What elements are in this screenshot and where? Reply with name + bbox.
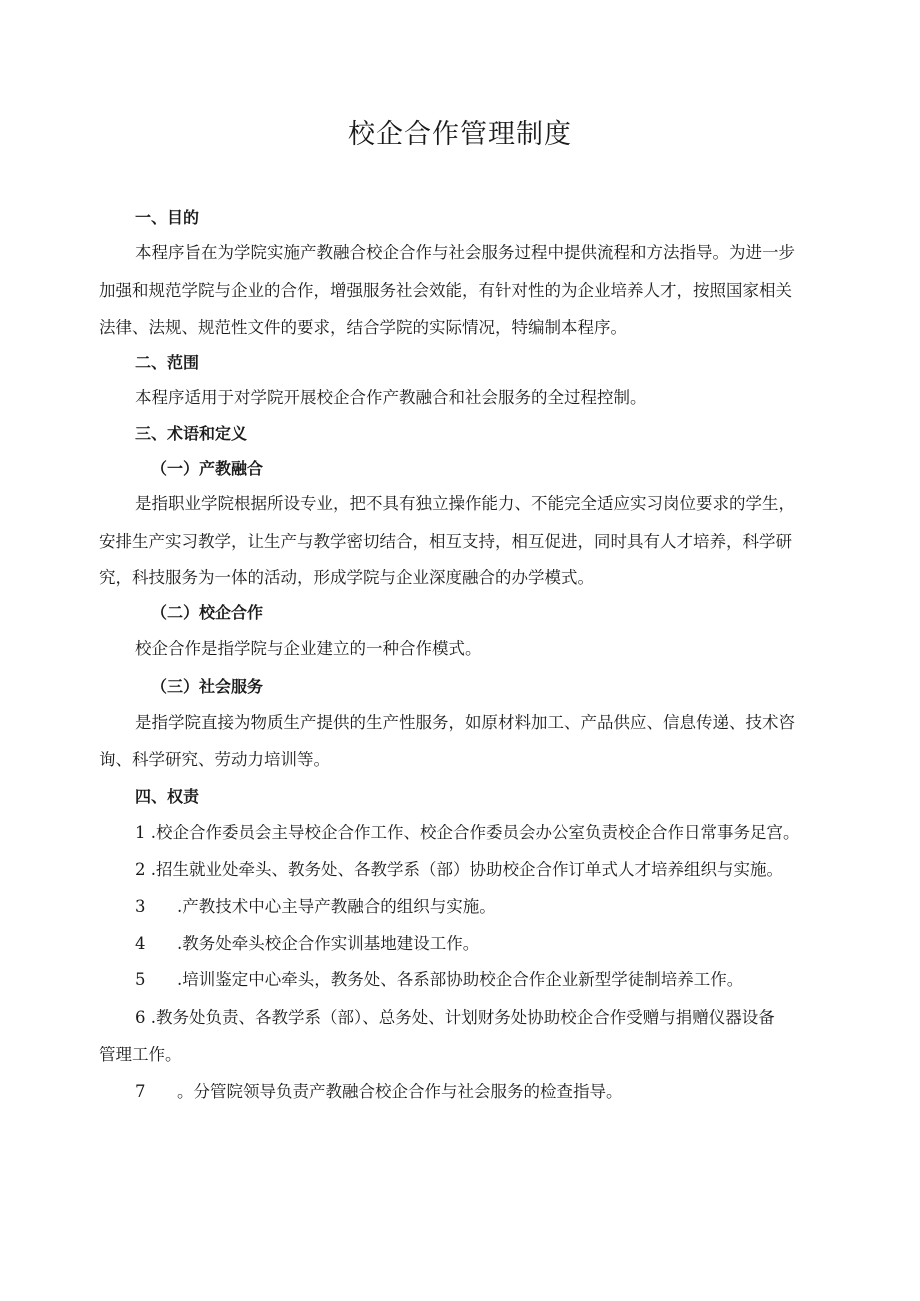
subsection-heading-social-service: （三）社会服务 <box>151 677 264 696</box>
list-item-number: 3 <box>135 897 146 916</box>
paragraph-line: 本程序旨在为学院实施产教融合校企合作与社会服务过程中提供流程和方法指导。为进一步 <box>135 243 795 262</box>
list-item-separator: . <box>145 823 156 842</box>
list-item-number: 2 <box>135 860 146 879</box>
section-heading-scope: 二、范围 <box>135 353 200 372</box>
list-item <box>135 822 875 844</box>
subsection-heading-school-enterprise: （二）校企合作 <box>151 603 264 622</box>
paragraph-line: 法律、法规、规范性文件的要求，结合学院的实际情况，特编制本程序。 <box>99 318 627 337</box>
list-item-separator: . <box>145 1008 156 1027</box>
list-item <box>135 896 875 918</box>
list-item <box>135 1007 875 1029</box>
paragraph-line: 询、科学研究、劳动力培训等。 <box>99 750 330 769</box>
list-item-text: 教务处负责、各教学系（部）、总务处、计划财务处协助校企合作受赠与捐赠仪器设备 <box>156 1008 775 1027</box>
list-item-separator: 。 <box>145 1082 194 1101</box>
list-item-number: 7 <box>135 1082 146 1101</box>
list-item-number: 1 <box>135 823 146 842</box>
section-heading-terms: 三、术语和定义 <box>135 424 248 443</box>
list-item-text: 分管院领导负责产教融合校企合作与社会服务的检查指导。 <box>193 1082 623 1101</box>
list-item-text: 产教技术中心主导产教融合的组织与实施。 <box>182 897 496 916</box>
list-item-separator: . <box>145 860 156 879</box>
subsection-heading-industry-education: （一）产教融合 <box>151 459 264 478</box>
paragraph-line: 本程序适用于对学院开展校企合作产教融合和社会服务的全过程控制。 <box>135 388 647 407</box>
list-item-text: 培训鉴定中心牵头，教务处、各系部协助校企合作企业新型学徒制培养工作。 <box>182 970 744 989</box>
list-item-text: 教务处牵头校企合作实训基地建设工作。 <box>182 934 480 953</box>
list-item <box>135 933 875 955</box>
paragraph-line: 究，科技服务为一体的活动，形成学院与企业深度融合的办学模式。 <box>99 568 594 587</box>
list-item <box>135 859 875 881</box>
list-item-text: 校企合作委员会主导校企合作工作、校企合作委员会办公室负责校企合作日常事务足宫。 <box>156 823 800 842</box>
section-heading-responsibilities: 四、权责 <box>135 787 200 806</box>
document-title: 校企合作管理制度 <box>348 119 572 150</box>
list-item <box>135 1081 875 1103</box>
section-heading-purpose: 一、目的 <box>135 208 200 227</box>
list-item-separator: . <box>145 970 183 989</box>
paragraph-line: 是指职业学院根据所设专业，把不具有独立操作能力、不能完全适应实习岗位要求的学生， <box>135 494 795 513</box>
list-item-number: 4 <box>135 934 146 953</box>
list-item-continuation: 管理工作。 <box>99 1045 182 1064</box>
list-item-text: 招生就业处牵头、教务处、各教学系（部）协助校企合作订单式人才培养组织与实施。 <box>156 860 783 879</box>
list-item-number: 6 <box>135 1008 146 1027</box>
paragraph-line: 是指学院直接为物质生产提供的生产性服务，如原材料加工、产品供应、信息传递、技术咨 <box>135 713 795 732</box>
list-item-number: 5 <box>135 970 146 989</box>
list-item-separator: . <box>145 934 183 953</box>
paragraph-line: 加强和规范学院与企业的合作，增强服务社会效能，有针对性的为企业培养人才，按照国家相关 <box>99 281 792 300</box>
list-item <box>135 969 875 991</box>
paragraph-line: 安排生产实习教学，让生产与教学密切结合，相互支持，相互促进，同时具有人才培养，科学研 <box>99 532 792 551</box>
paragraph-line: 校企合作是指学院与企业建立的一种合作模式。 <box>135 639 482 658</box>
list-item-separator: . <box>145 897 183 916</box>
